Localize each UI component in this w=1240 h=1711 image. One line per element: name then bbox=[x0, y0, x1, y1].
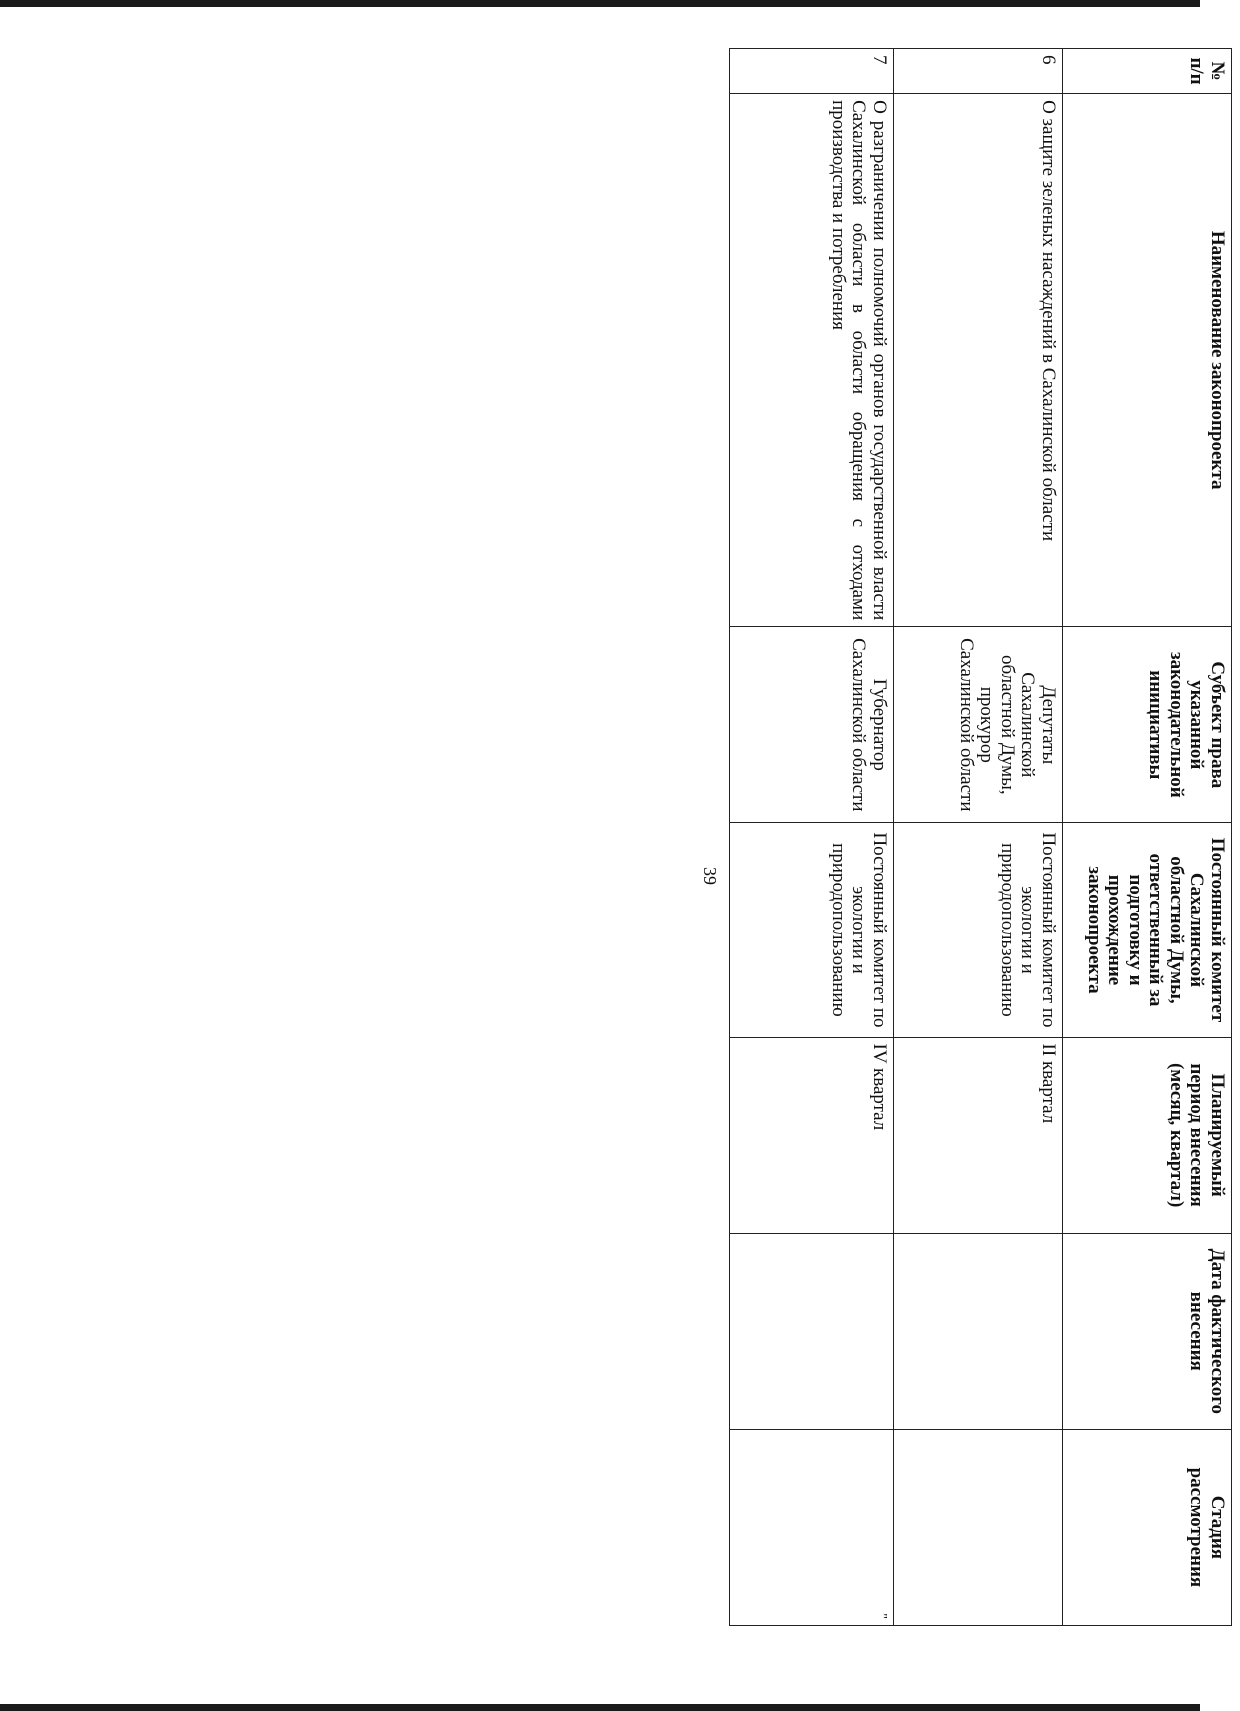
header-date: Дата фактического внесения bbox=[1063, 1233, 1232, 1429]
table-header-row bbox=[1063, 49, 1232, 1626]
legislation-plan-table bbox=[729, 48, 1232, 1626]
row-num: 6 bbox=[894, 49, 1063, 94]
header-name: Наименование законопроекта bbox=[1063, 94, 1232, 627]
row-subject: Депутаты Сахалинской областной Думы, прокурор Сахалинской области bbox=[894, 627, 1063, 823]
row-subject: Губернатор Сахалинской области bbox=[730, 627, 894, 823]
header-num: № п/п bbox=[1063, 49, 1232, 94]
row-date bbox=[894, 1233, 1063, 1429]
table-row bbox=[730, 49, 894, 1626]
row-period: IV квартал bbox=[730, 1037, 894, 1233]
header-period: Планируемый период внесения (месяц, квартал) bbox=[1063, 1037, 1232, 1233]
row-name: О разграничении полномочий органов государственной власти Сахалинской области в области обращения с отходами производства и потребления bbox=[730, 94, 894, 627]
row-stage bbox=[730, 1429, 894, 1625]
stage-mark: " bbox=[874, 1613, 889, 1619]
row-date bbox=[730, 1233, 894, 1429]
row-committee: Постоянный комитет по экологии и природопользованию bbox=[894, 823, 1063, 1037]
row-name: О защите зеленых насаждений в Сахалинской области bbox=[894, 94, 1063, 627]
header-stage: Стадия рассмотрения bbox=[1063, 1429, 1232, 1625]
row-stage bbox=[894, 1429, 1063, 1625]
table-row bbox=[894, 49, 1063, 1626]
rotated-page bbox=[620, 0, 1240, 1711]
row-num: 7 bbox=[730, 49, 894, 94]
row-committee: Постоянный комитет по экологии и природопользованию bbox=[730, 823, 894, 1037]
header-committee: Постоянный комитет Сахалинской областной Думы, ответственный за подготовку и прохождение законопроекта bbox=[1063, 823, 1232, 1037]
header-subject: Субъект права указанной законодательной инициативы bbox=[1063, 627, 1232, 823]
row-period: II квартал bbox=[894, 1037, 1063, 1233]
page-number: 39 bbox=[700, 867, 720, 885]
